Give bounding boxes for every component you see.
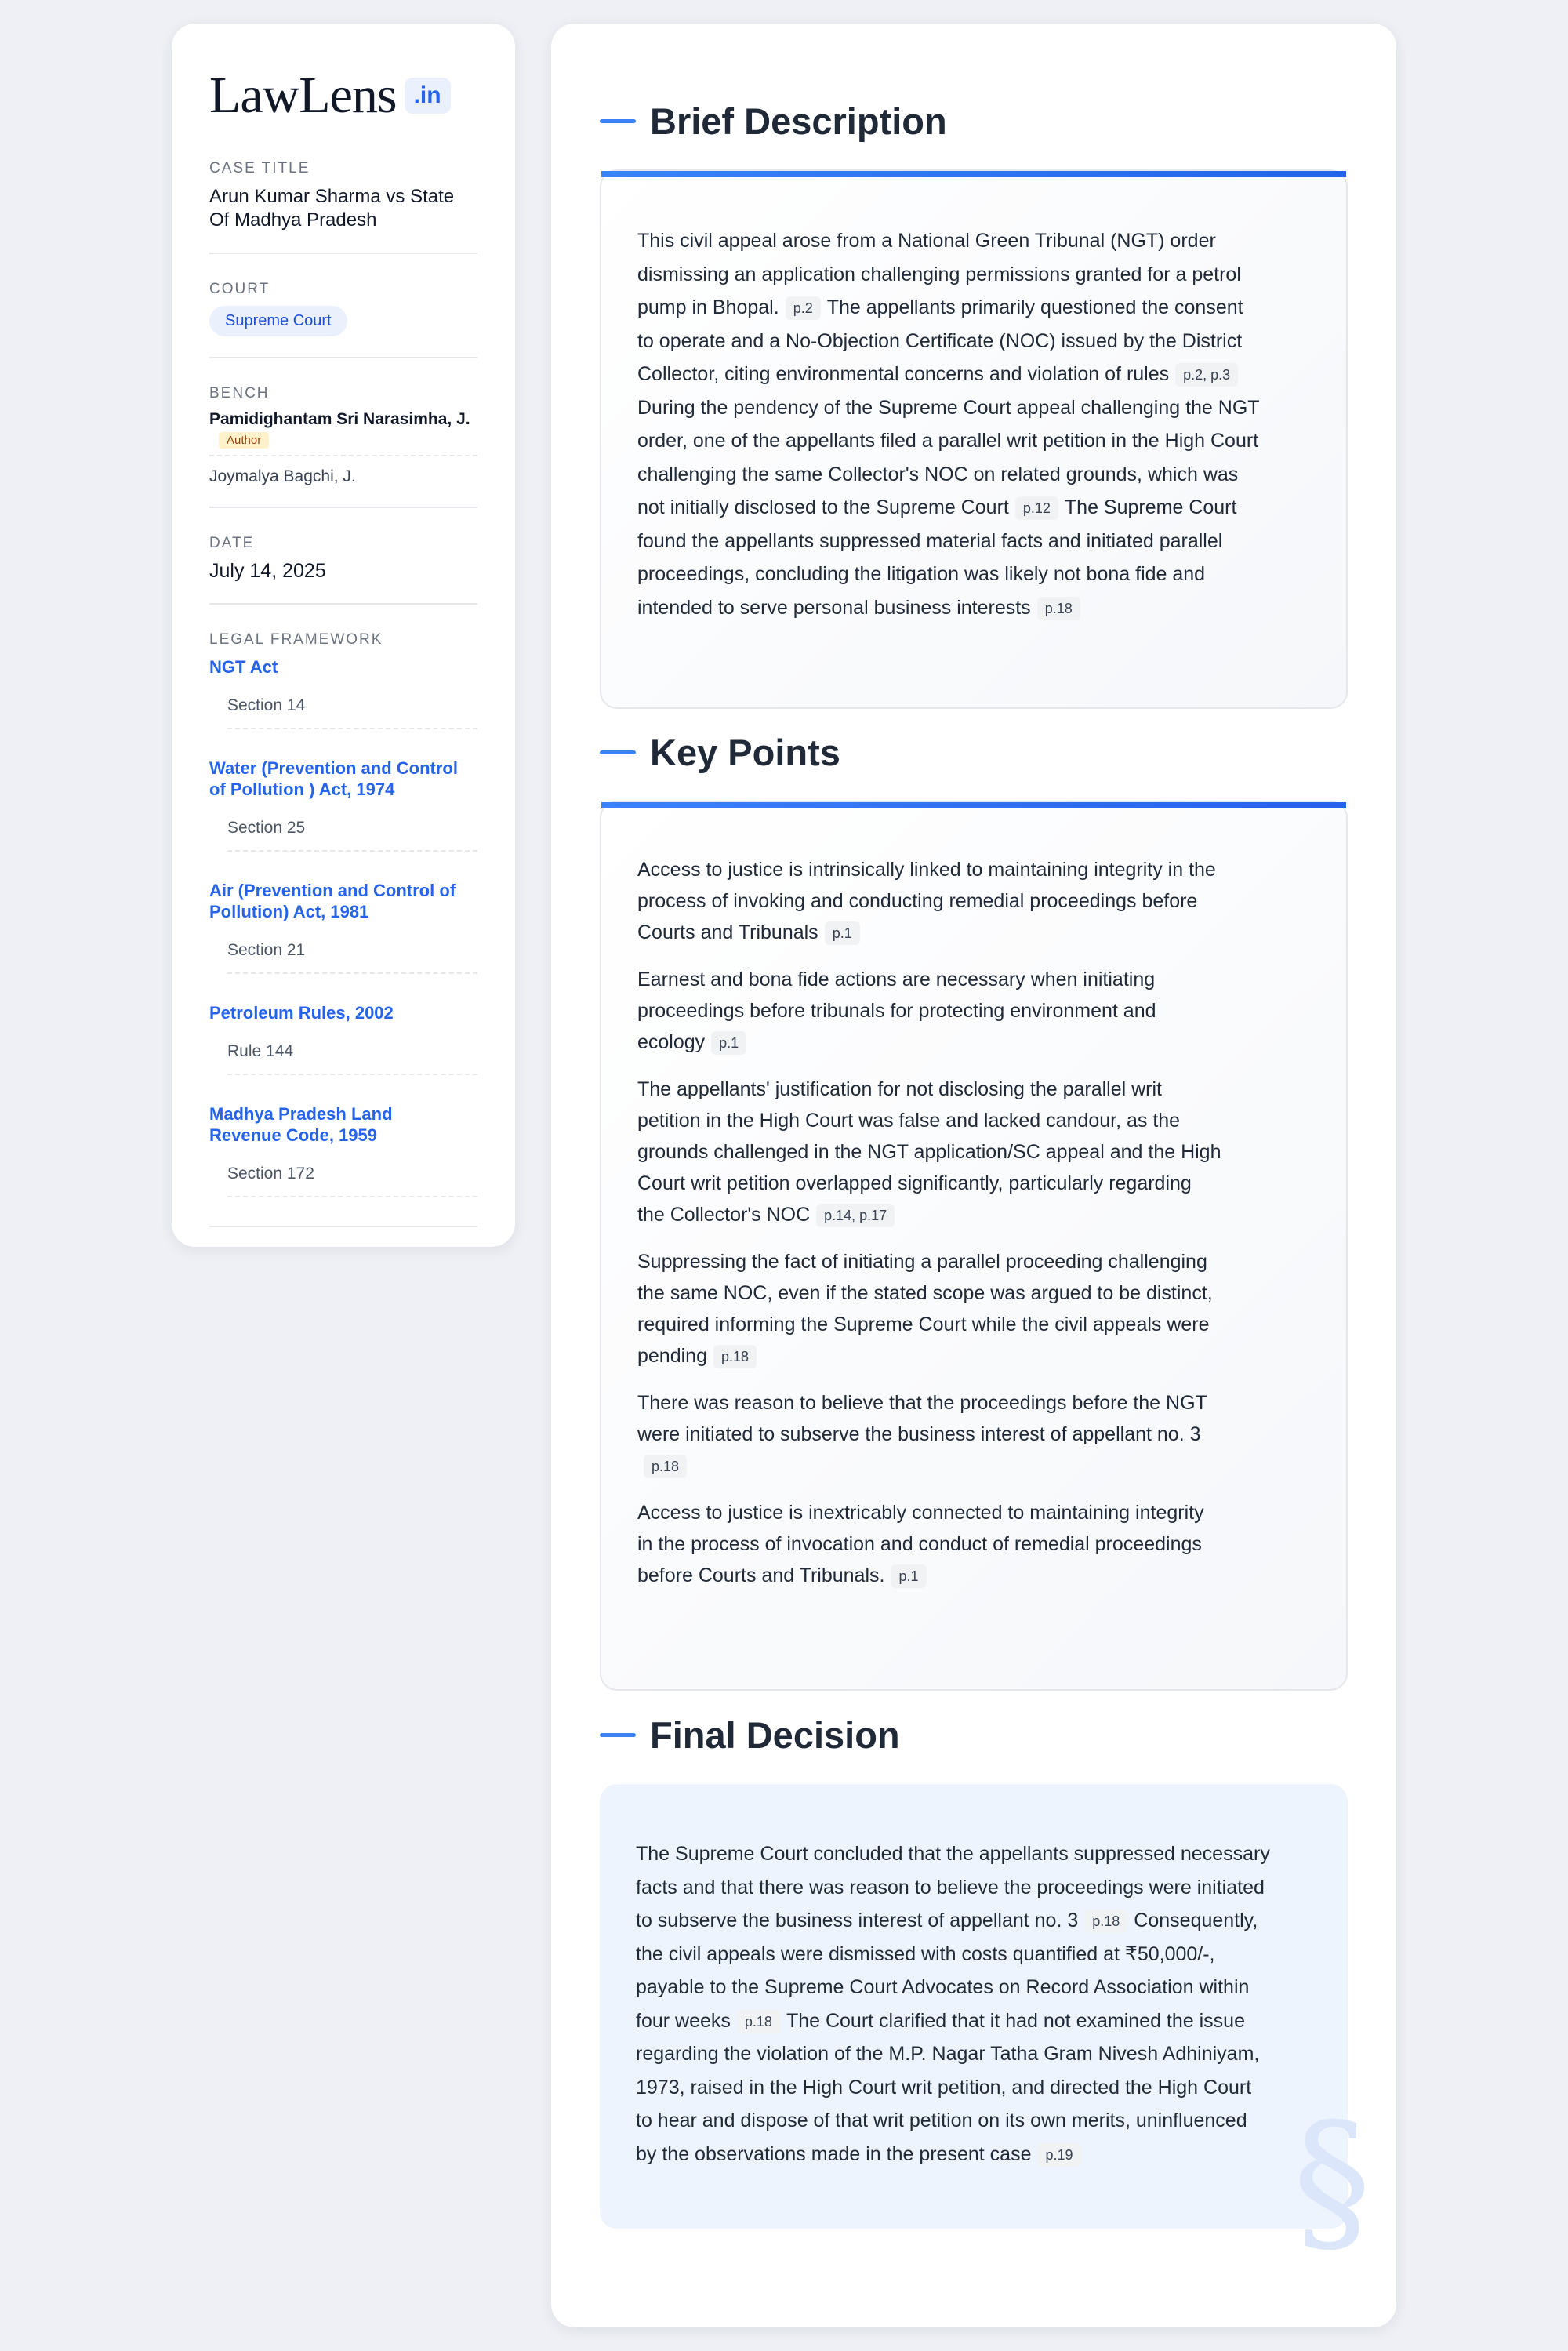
paragraph-text: payable to the Supreme Court Advocates on Record Association within [636, 1976, 1250, 1998]
text-line [637, 358, 1310, 391]
act-section[interactable]: Rule 144 [227, 1023, 477, 1075]
key-point-text: were initiated to subserve the business interest of appellant no. 3 [637, 1423, 1201, 1445]
key-point-text: proceedings before tribunals for protecting environment and [637, 1000, 1156, 1022]
key-point-text: There was reason to believe that the proceedings before the NGT [637, 1392, 1207, 1414]
text-line [637, 591, 1310, 625]
page-citation-chip[interactable]: p.2 [786, 296, 821, 320]
brief-description-card [600, 169, 1348, 709]
key-point-text: the Collector's NOC p.14, p.17 [637, 1199, 1310, 1230]
text-line [636, 1971, 1312, 2004]
paragraph-text: found the appellants suppressed material facts and initiated parallel [637, 529, 1223, 552]
key-point-item [637, 1387, 1310, 1481]
key-point-text: before Courts and Tribunals. p.1 [637, 1560, 1310, 1591]
section-title: Brief Description [650, 100, 947, 142]
paragraph-text: During the pendency of the Supreme Court appeal challenging the NGT [637, 396, 1260, 419]
judge-item-author [209, 410, 477, 456]
paragraph-text: pump in Bhopal. [637, 296, 779, 318]
act-item [209, 758, 477, 852]
logo-text: LawLens [209, 67, 397, 124]
page-citation-chip[interactable]: p.1 [825, 921, 860, 945]
case-title-label: CASE TITLE [209, 160, 310, 176]
act-item [209, 880, 477, 974]
final-decision-text [600, 1784, 1348, 2171]
brief-description-heading [600, 100, 947, 143]
paragraph-text: Collector, citing environmental concerns and violation of rules [637, 363, 1170, 385]
act-title-line: Petroleum Rules, 2002 [209, 1003, 394, 1023]
paragraph-text: dismissing an application challenging permissions granted for a petrol [637, 263, 1241, 285]
page-citation-chip[interactable]: p.2, p.3 [1175, 363, 1238, 387]
paragraph-text: not initially disclosed to the Supreme Court [637, 496, 1009, 518]
text-line [637, 291, 1310, 325]
act-section[interactable]: Section 14 [227, 678, 477, 729]
text-line [637, 424, 1310, 458]
date-label: DATE [209, 535, 255, 551]
card-accent-bar [601, 802, 1346, 808]
text-line [636, 1938, 1312, 1971]
key-point-text: in the process of invocation and conduct of remedial proceedings [637, 1533, 1202, 1555]
page-citation-chip[interactable]: p.1 [711, 1031, 746, 1055]
paragraph-text: intended to serve personal business interests [637, 596, 1031, 619]
card-accent-bar [601, 171, 1346, 177]
case-sidebar [172, 24, 515, 1247]
court-label: COURT [209, 281, 270, 297]
author-badge: Author [219, 432, 269, 449]
paragraph-text: the civil appeals were dismissed with costs quantified at ₹50,000/-, [636, 1942, 1215, 1965]
page-citation-chip[interactable]: p.18 [644, 1455, 687, 1478]
act-section[interactable]: Section 25 [227, 800, 477, 852]
act-title-line: Pollution) Act, 1981 [209, 902, 369, 921]
paragraph-text: proceedings, concluding the litigation was likely not bona fide and [637, 563, 1206, 585]
heading-accent-bar [600, 1733, 636, 1737]
case-title-line-1: Arun Kumar Sharma vs State [209, 186, 455, 207]
key-point-text: the same NOC, even if the stated scope was argued to be distinct, [637, 1282, 1213, 1304]
act-section[interactable]: Section 21 [227, 922, 477, 974]
key-point-text: petition in the High Court was false and lacked candour, as the [637, 1110, 1181, 1132]
logo[interactable] [209, 67, 477, 124]
paragraph-text: The Supreme Court concluded that the appellants suppressed necessary [636, 1843, 1270, 1865]
text-line [636, 1871, 1312, 1905]
act-title-line: Water (Prevention and Control [209, 758, 458, 778]
key-point-text: Suppressing the fact of initiating a parallel proceeding challenging [637, 1251, 1207, 1273]
act-title-line: Air (Prevention and Control of [209, 881, 456, 900]
paragraph-text: order, one of the appellants filed a parallel writ petition in the High Court [637, 430, 1259, 452]
legal-framework-label: LEGAL FRAMEWORK [209, 631, 383, 648]
paragraph-text: The appellants primarily questioned the consent [826, 296, 1243, 318]
text-line [637, 458, 1310, 492]
key-point-text: ecology p.1 [637, 1027, 1310, 1058]
key-point-item [637, 964, 1310, 1058]
page-citation-chip[interactable]: p.18 [713, 1345, 757, 1368]
text-line [636, 2037, 1312, 2071]
act-title-line: Madhya Pradesh Land [209, 1104, 393, 1124]
final-decision-heading [600, 1713, 900, 1757]
case-title-line-2: Of Madhya Pradesh [209, 209, 377, 231]
divider [209, 603, 477, 605]
paragraph-text: 1973, raised in the High Court writ petition, and directed the High Court [636, 2076, 1252, 2098]
paragraph-text: challenging the same Collector's NOC on related grounds, which was [637, 463, 1239, 485]
divider [209, 507, 477, 508]
logo-tld-badge: .in [405, 78, 451, 114]
text-line [637, 491, 1310, 525]
key-points-list [601, 808, 1346, 1591]
divider [209, 1226, 477, 1227]
page-citation-chip[interactable]: p.19 [1037, 2143, 1080, 2167]
act-title-line: of Pollution ) Act, 1974 [209, 779, 395, 799]
page-citation-chip[interactable]: p.12 [1015, 496, 1058, 520]
judgment-date: July 14, 2025 [209, 560, 326, 582]
text-line [636, 2071, 1312, 2105]
act-link[interactable] [209, 880, 477, 922]
act-link[interactable] [209, 1103, 477, 1146]
act-link[interactable] [209, 1002, 477, 1023]
key-points-card [600, 801, 1348, 1691]
judge-name: Pamidighantam Sri Narasimha, J. [209, 410, 470, 428]
text-line [637, 558, 1310, 591]
divider [209, 357, 477, 358]
judge-name: Joymalya Bagchi, J. [209, 467, 356, 485]
act-title-line: Revenue Code, 1959 [209, 1125, 377, 1145]
act-link[interactable] [209, 656, 477, 678]
paragraph-text: The Court clarified that it had not examined the issue [786, 2009, 1245, 2032]
text-line [637, 224, 1310, 258]
act-item [209, 1103, 477, 1197]
key-point-item [637, 1074, 1310, 1230]
key-point-text: pending p.18 [637, 1340, 1310, 1372]
section-title: Final Decision [650, 1714, 900, 1756]
paragraph-text: Consequently, [1134, 1910, 1258, 1931]
page-citation-chip[interactable]: p.18 [1037, 597, 1080, 620]
case-summary-panel [551, 24, 1396, 2327]
paragraph-text: regarding the violation of the M.P. Nagar Tatha Gram Nivesh Adhiniyam, [636, 2043, 1260, 2065]
text-line [636, 2104, 1312, 2138]
act-title-line: NGT Act [209, 657, 278, 677]
bench-label: BENCH [209, 385, 270, 402]
text-line [637, 391, 1310, 425]
act-section[interactable]: Section 172 [227, 1146, 477, 1197]
text-line [637, 325, 1310, 358]
paragraph-text: The Supreme Court [1064, 496, 1237, 518]
text-line [636, 1904, 1312, 1938]
case-title [209, 185, 477, 232]
text-line [636, 1837, 1312, 1871]
court-badge: Supreme Court [209, 306, 347, 336]
divider [209, 253, 477, 254]
act-link[interactable] [209, 758, 477, 800]
paragraph-text: to operate and a No-Objection Certificate (NOC) issued by the District [637, 329, 1243, 352]
section-mark-watermark: § [1293, 2090, 1371, 2273]
paragraph-text: to hear and dispose of that writ petition on its own merits, uninfluenced [636, 2109, 1247, 2131]
page-citation-chip[interactable]: p.14, p.17 [816, 1204, 895, 1227]
key-point-item [637, 1246, 1310, 1372]
key-point-text: Access to justice is inextricably connected to maintaining integrity [637, 1502, 1204, 1524]
key-point-text: grounds challenged in the NGT application/SC appeal and the High [637, 1141, 1221, 1163]
text-line [637, 525, 1310, 558]
key-point-text: Access to justice is intrinsically linked to maintaining integrity in the [637, 859, 1216, 881]
text-line [636, 2004, 1312, 2038]
final-decision-card [600, 1784, 1371, 2273]
paragraph-text: by the observations made in the present case [636, 2142, 1032, 2165]
key-point-text: Courts and Tribunals p.1 [637, 917, 1310, 948]
key-points-heading [600, 731, 840, 774]
paragraph-text: facts and that there was reason to believe the proceedings were initiated [636, 1876, 1265, 1899]
text-line [636, 2138, 1312, 2171]
key-point-text: The appellants' justification for not disclosing the parallel writ [637, 1078, 1163, 1100]
text-line [637, 258, 1310, 292]
section-title: Key Points [650, 732, 840, 773]
act-item [209, 1002, 477, 1075]
key-point-item [637, 1497, 1310, 1591]
brief-description-text [601, 177, 1346, 624]
paragraph-text: four weeks [636, 2009, 731, 2032]
page-citation-chip[interactable]: p.18 [737, 2010, 780, 2033]
key-point-text: Earnest and bona fide actions are necessary when initiating [637, 968, 1156, 990]
heading-accent-bar [600, 119, 636, 123]
heading-accent-bar [600, 750, 636, 754]
key-point-text: required informing the Supreme Court while the civil appeals were [637, 1314, 1210, 1335]
key-point-text: Court writ petition overlapped significantly, particularly regarding [637, 1172, 1192, 1194]
page-citation-chip[interactable]: p.18 [1084, 1910, 1127, 1933]
paragraph-text: This civil appeal arose from a National Green Tribunal (NGT) order [637, 230, 1216, 252]
paragraph-text: to subserve the business interest of appellant no. 3 [636, 1910, 1079, 1931]
page-citation-chip[interactable]: p.1 [891, 1564, 926, 1588]
key-point-item [637, 854, 1310, 948]
key-point-text: process of invoking and conducting remedial proceedings before [637, 890, 1198, 912]
act-item [209, 656, 477, 729]
